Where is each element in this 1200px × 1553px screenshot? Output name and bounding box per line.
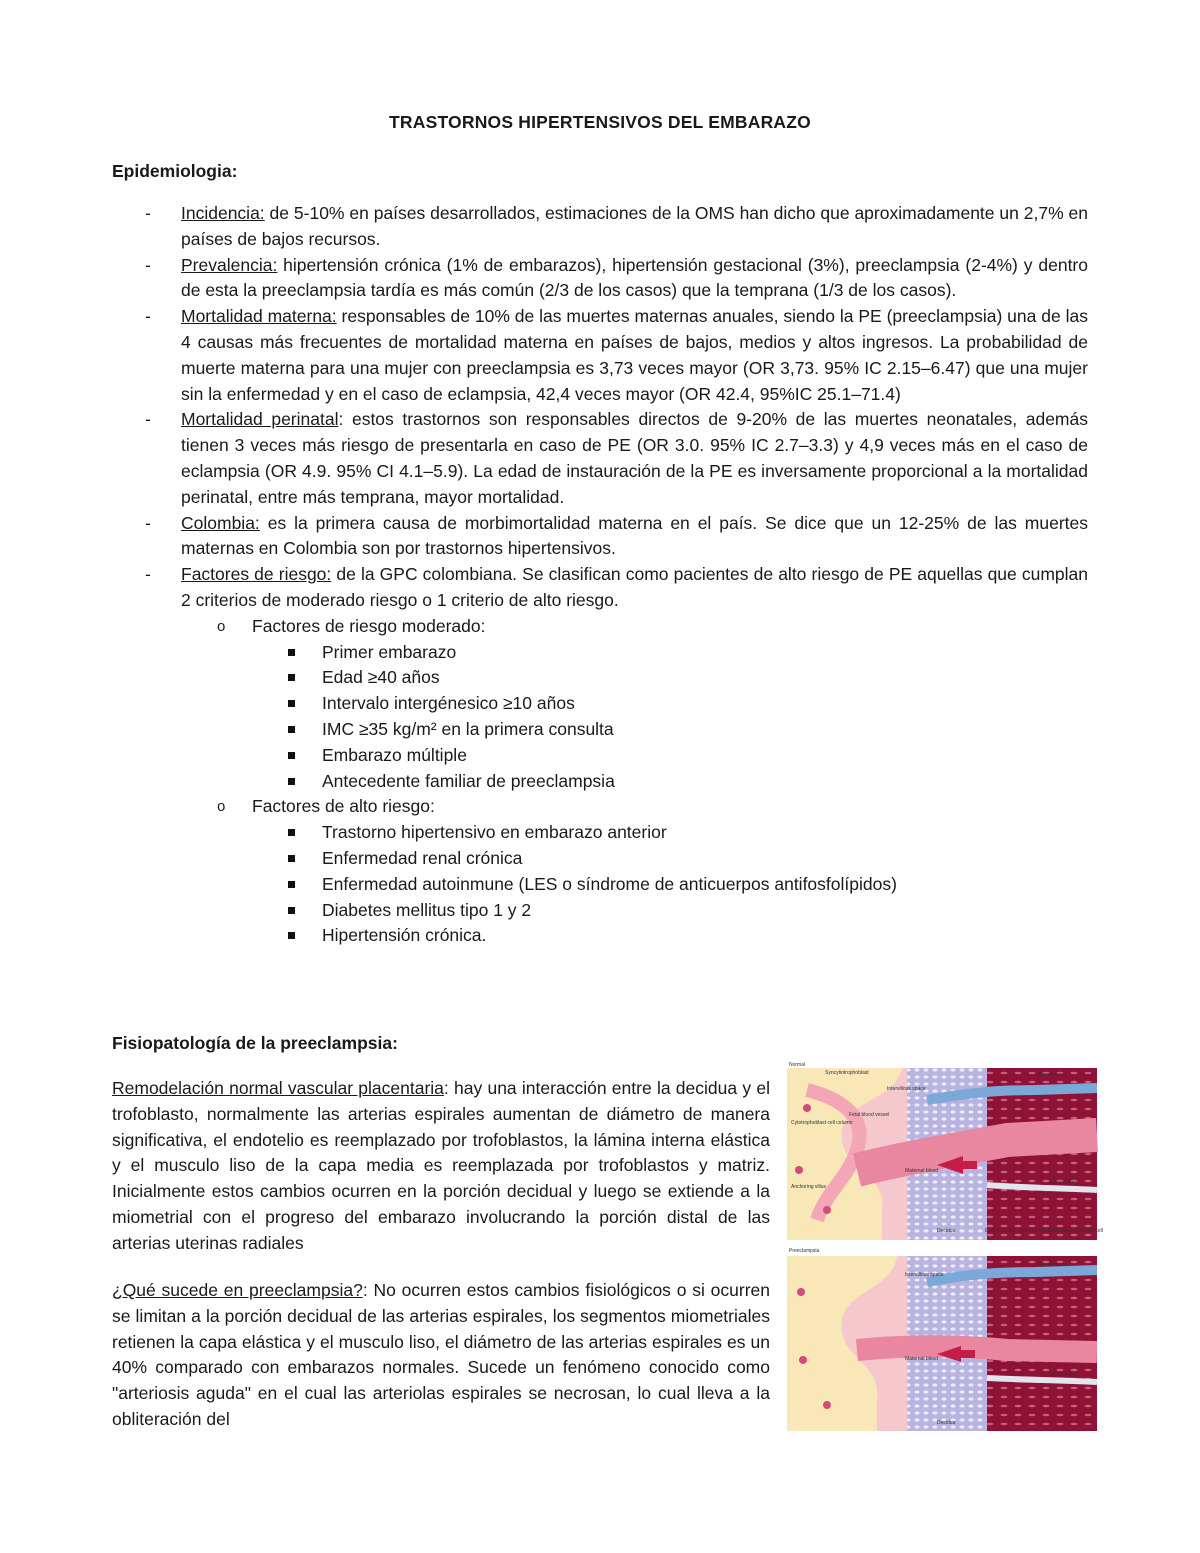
list-item-prevalencia — [112, 253, 1088, 305]
section-heading-fisiopatologia: Fisiopatología de la preeclampsia: — [112, 1033, 398, 1053]
item-label: Factores de riesgo: — [181, 564, 332, 585]
item-text: es la primera causa de morbimortalidad materna en el país. Se dice que un 12-25% de las muertes maternas en Colombia son por trastornos hipertensivos. — [181, 512, 1088, 559]
item-label: Incidencia: — [181, 203, 265, 223]
spiral-artery-diagram — [787, 1060, 1103, 1431]
preeclampsia-panel — [787, 1248, 1097, 1431]
item-text: de 5-10% en países desarrollados, estimaciones de la OMS han dicho que aproximadamente un 2,7% en países de bajos recursos. — [181, 203, 1088, 249]
panel-label-normal: Normal — [789, 1062, 806, 1068]
paragraph-label: Remodelación normal vascular placentaria — [112, 1078, 444, 1098]
paragraph-remodelacion — [112, 1076, 770, 1257]
fig-label: Anchoring villus — [791, 1184, 827, 1190]
fig-label: Syncytiotrophoblast — [825, 1070, 869, 1076]
list-item: Enfermedad renal crónica — [252, 846, 1088, 872]
normal-panel — [787, 1062, 1103, 1240]
fig-label: Maternal endothelial cell — [1049, 1228, 1103, 1234]
fig-label: Intervillous space — [887, 1086, 926, 1092]
item-text: : estos trastornos son responsables directos de 9-20% de las muertes neonatales, además tienen 3 veces más riesgo de presentarla en caso de PE (OR 3.0. 95% IC 2.7–3.3) y 4,9 veces más en el caso de eclampsia (OR 4.9. 95% CI 4.1–5.9). La edad de instauración de la PE es inversamente proporcional a la mortalidad perinatal, entre más temprana, mayor mortalidad. — [181, 409, 1088, 507]
list-item-factores-riesgo — [112, 562, 1088, 949]
item-label: Colombia: — [181, 512, 260, 533]
item-label: Prevalencia: — [181, 254, 278, 275]
list-item: Hipertensión crónica. — [252, 923, 1088, 949]
fig-label: Maternal blood — [905, 1356, 939, 1362]
fig-label: Spiral artery — [1049, 1180, 1076, 1186]
paragraph-text: : hay una interacción entre la decidua y el trofoblasto, normalmente las arterias espirales aumentan de diámetro de manera significativa, el endotelio es reemplazado por trofoblastos, la lámina interna elástica y el musculo liso de la capa media es reemplazada por trofoblastos y matriz. Inicialmente estos cambios ocurren en la porción decidual y luego se extiende a la miometrial con el progreso del embarazo involucrando la porción distal de las arterias uterinas radiales — [112, 1078, 770, 1253]
list-item-incidencia — [112, 201, 1088, 253]
placenta-illustration — [787, 1060, 1103, 1431]
document-title: TRASTORNOS HIPERTENSIVOS DEL EMBARAZO — [389, 112, 811, 132]
fig-label: Decidua — [937, 1228, 956, 1234]
paragraph-text: : No ocurren estos cambios fisiológicos o si ocurren se limitan a la porción decidual de las arterias espirales, los segmentos miometriales retienen la capa elástica y el musculo liso, el diámetro de las arterias espirales es un 40% comparado con embarazos normales. Sucede un fenómeno conocido como "arteriosis aguda" en el cual las arteriolas espirales se necrosan, lo cual lleva a la obliteración del — [112, 1280, 770, 1429]
fig-label: Intervillous space — [905, 1272, 944, 1278]
moderate-risk-label: Factores de riesgo moderado: — [252, 615, 486, 636]
item-text: hipertensión crónica (1% de embarazos), hipertensión gestacional (3%), preeclampsia (2-4%) y dentro de esta la preeclampsia tardía es más común (2/3 de los casos) que la temprana (1/3 de los casos). — [181, 254, 1088, 301]
fig-label: Maternal blood — [905, 1168, 939, 1174]
epidemiology-list — [112, 201, 1088, 949]
list-item: Trastorno hipertensivo en embarazo anterior — [252, 820, 1088, 846]
fig-label: Cytotrophoblast cell column — [791, 1120, 853, 1126]
list-item-mortalidad-materna — [112, 304, 1088, 407]
paragraph-label: ¿Qué sucede en preeclampsia? — [112, 1280, 363, 1300]
list-item: Primer embarazo — [252, 640, 1088, 666]
fig-label: Decidua — [937, 1420, 956, 1426]
moderate-risk-list — [252, 640, 1088, 795]
high-risk-list — [252, 820, 1088, 949]
list-item: IMC ≥35 kg/m² en la primera consulta — [252, 717, 1088, 743]
item-text: responsables de 10% de las muertes maternas anuales, siendo la PE (preeclampsia) una de las 4 causas más frecuentes de mortalidad materna en países de bajos, medios y altos ingresos. La probabilidad de muerte materna para una mujer con preeclampsia es 3,73 veces mayor (OR 3,73. 95% IC 2.15–6.47) que una mujer sin la enfermedad y en el caso de eclampsia, 42,4 veces mayor (OR 42.4, 95%IC 25.1–71.4) — [181, 306, 1088, 404]
risk-factor-groups — [181, 614, 1088, 949]
item-label: Mortalidad materna: — [181, 306, 337, 327]
list-item: Diabetes mellitus tipo 1 y 2 — [252, 898, 1088, 924]
list-item-colombia — [112, 511, 1088, 563]
fig-label: Fetal blood vessel — [849, 1112, 890, 1118]
item-text: de la GPC colombiana. Se clasifican como pacientes de alto riesgo de PE aquellas que cumplan 2 criterios de moderado riesgo o 1 criterio de alto riesgo. — [181, 564, 1089, 610]
list-item: Enfermedad autoinmune (LES o síndrome de anticuerpos antifosfolípidos) — [252, 872, 1088, 898]
list-item: Edad ≥40 años — [252, 665, 1088, 691]
fig-label: Spiral artery — [1049, 1372, 1076, 1378]
list-item: Intervalo intergénesico ≥10 años — [252, 691, 1088, 717]
high-risk-label: Factores de alto riesgo: — [252, 796, 435, 817]
fig-label: Myometrium — [1037, 1262, 1065, 1268]
panel-label-preeclampsia: Preeclampsia — [789, 1248, 820, 1254]
high-risk-group — [181, 794, 1088, 949]
list-item-mortalidad-perinatal — [112, 407, 1088, 510]
fig-label: Endovascular cytotrophoblast — [985, 1228, 1051, 1234]
list-item: Antecedente familiar de preeclampsia — [252, 769, 1088, 795]
section-heading-epidemiologia: Epidemiologia: — [112, 161, 238, 181]
item-label: Mortalidad perinatal — [181, 409, 339, 430]
fig-label: Myometrium — [1037, 1072, 1065, 1078]
moderate-risk-group — [181, 614, 1088, 795]
list-item: Embarazo múltiple — [252, 743, 1088, 769]
paragraph-preeclampsia — [112, 1278, 770, 1433]
